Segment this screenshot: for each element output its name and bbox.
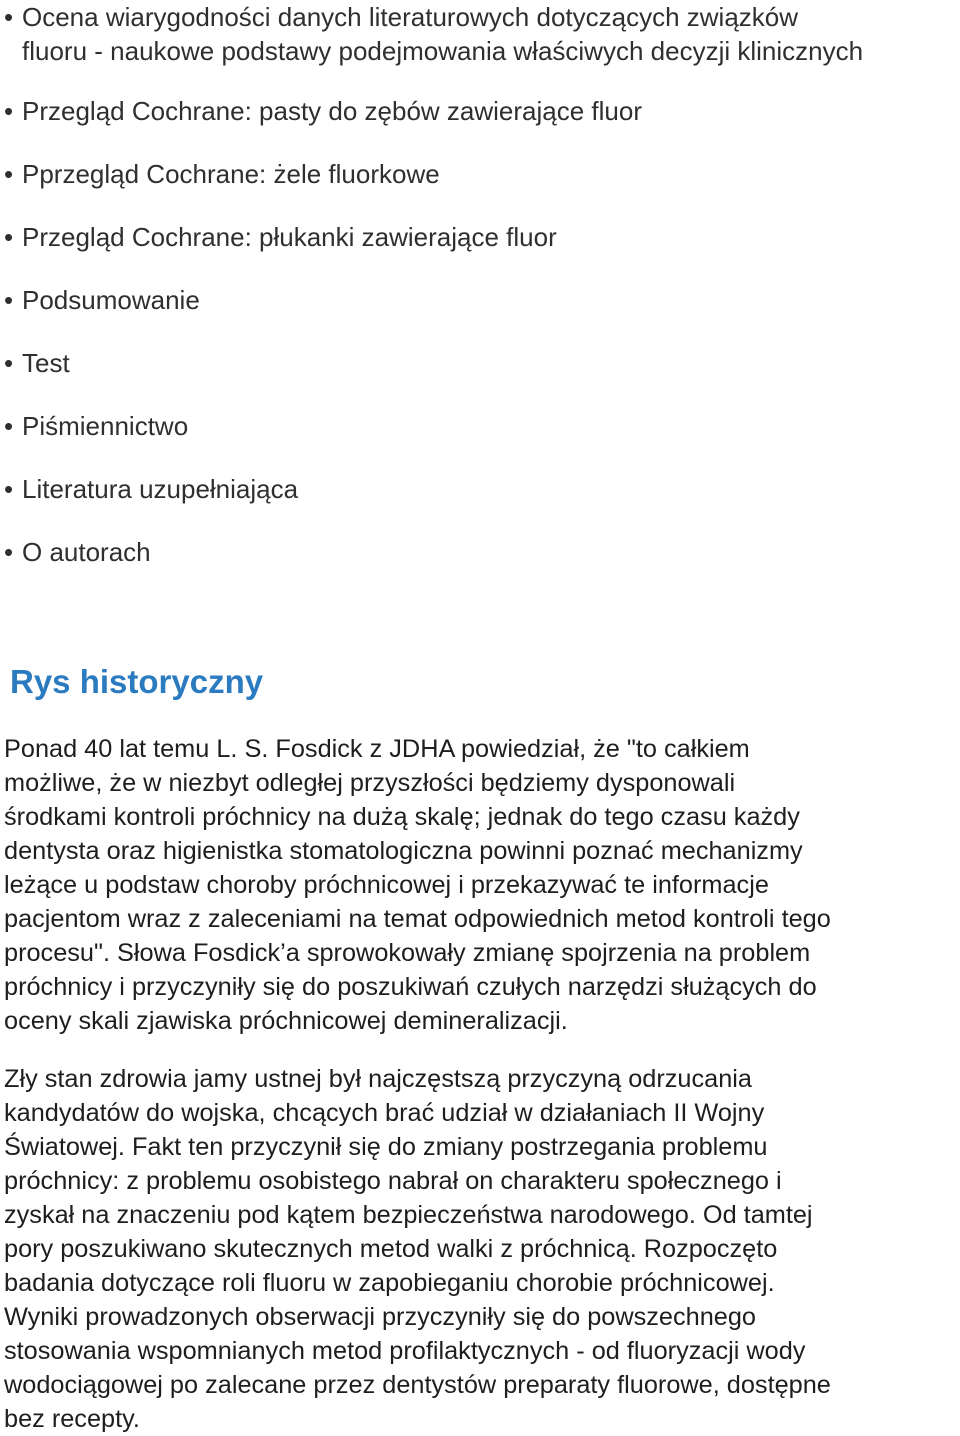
toc-item-podsumowanie[interactable] xyxy=(4,283,200,317)
toc-item-pasty[interactable] xyxy=(4,94,642,128)
paragraph-line: Zły stan zdrowia jamy ustnej był najczęstszą przyczyną odrzucania xyxy=(4,1065,752,1093)
toc-item-plukanki[interactable] xyxy=(4,220,557,254)
toc-item-zele[interactable] xyxy=(4,157,440,191)
toc-item-label: Przegląd Cochrane: płukanki zawierające fluor xyxy=(22,222,557,252)
toc-item-label: Przegląd Cochrane: pasty do zębów zawierające fluor xyxy=(22,96,643,126)
toc-item-pismiennictwo[interactable] xyxy=(4,409,188,443)
paragraph-line: stosowania wspomnianych metod profilaktycznych - od fluoryzacji wody xyxy=(4,1337,806,1365)
toc-item-label: Ocena wiarygodności danych literaturowych dotyczących związków xyxy=(22,2,799,32)
bullet-icon: • xyxy=(4,348,14,378)
toc-item-ocena[interactable] xyxy=(4,0,954,68)
bullet-icon: • xyxy=(4,411,14,441)
bullet-icon: • xyxy=(4,159,14,189)
paragraph-line: możliwe, że w niezbyt odległej przyszłości będziemy dysponowali xyxy=(4,769,736,797)
paragraph-wwii xyxy=(4,1062,960,1436)
paragraph-line: pory poszukiwano skutecznych metod walki z próchnicą. Rozpoczęto xyxy=(4,1235,778,1263)
paragraph-line: Ponad 40 lat temu L. S. Fosdick z JDHA powiedział, że "to całkiem xyxy=(4,735,750,763)
bullet-icon: • xyxy=(4,2,14,32)
paragraph-line: oceny skali zjawiska próchnicowej demineralizacji. xyxy=(4,1007,568,1035)
toc-item-label: Piśmiennictwo xyxy=(22,411,189,441)
toc-item-o-autorach[interactable] xyxy=(4,535,151,569)
paragraph-line: dentysta oraz higienistka stomatologiczna powinni poznać mechanizmy xyxy=(4,837,803,865)
paragraph-fosdick xyxy=(4,732,960,1038)
bullet-icon: • xyxy=(4,285,14,315)
paragraph-line: zyskał na znaczeniu pod kątem bezpieczeństwa narodowego. Od tamtej xyxy=(4,1201,813,1229)
paragraph-line: kandydatów do wojska, chcących brać udział w działaniach II Wojny xyxy=(4,1099,765,1127)
paragraph-line: środkami kontroli próchnicy na dużą skalę; jednak do tego czasu każdy xyxy=(4,803,800,831)
toc-item-literatura[interactable] xyxy=(4,472,298,506)
paragraph-line: bez recepty. xyxy=(4,1405,140,1433)
paragraph-line: procesu". Słowa Fosdick’a sprowokowały zmianę spojrzenia na problem xyxy=(4,939,811,967)
toc-item-label: Literatura uzupełniająca xyxy=(22,474,299,504)
toc-item-label: Test xyxy=(22,348,70,378)
paragraph-line: pacjentom wraz z zaleceniami na temat odpowiednich metod kontroli tego xyxy=(4,905,831,933)
bullet-icon: • xyxy=(4,96,14,126)
toc-item-label-continued: fluoru - naukowe podstawy podejmowania właściwych decyzji klinicznych xyxy=(22,36,864,66)
section-heading: Rys historyczny xyxy=(10,663,264,700)
toc-item-label: Pprzegląd Cochrane: żele fluorkowe xyxy=(22,159,440,189)
toc-item-label: O autorach xyxy=(22,537,151,567)
paragraph-line: leżące u podstaw choroby próchnicowej i przekazywać te informacje xyxy=(4,871,769,899)
paragraph-line: próchnicy i przyczyniły się do poszukiwań czułych narzędzi służących do xyxy=(4,973,817,1001)
bullet-icon: • xyxy=(4,537,14,567)
toc-item-test[interactable] xyxy=(4,346,70,380)
toc-item-label: Podsumowanie xyxy=(22,285,200,315)
paragraph-line: próchnicy: z problemu osobistego nabrał on charakteru społecznego i xyxy=(4,1167,782,1195)
paragraph-line: Wyniki prowadzonych obserwacji przyczyniły się do powszechnego xyxy=(4,1303,756,1331)
paragraph-line: badania dotyczące roli fluoru w zapobieganiu chorobie próchnicowej. xyxy=(4,1269,775,1297)
bullet-icon: • xyxy=(4,474,14,504)
paragraph-line: Światowej. Fakt ten przyczynił się do zmiany postrzegania problemu xyxy=(4,1133,768,1161)
bullet-icon: • xyxy=(4,222,14,252)
paragraph-line: wodociągowej po zalecane przez dentystów preparaty fluorowe, dostępne xyxy=(4,1371,831,1399)
